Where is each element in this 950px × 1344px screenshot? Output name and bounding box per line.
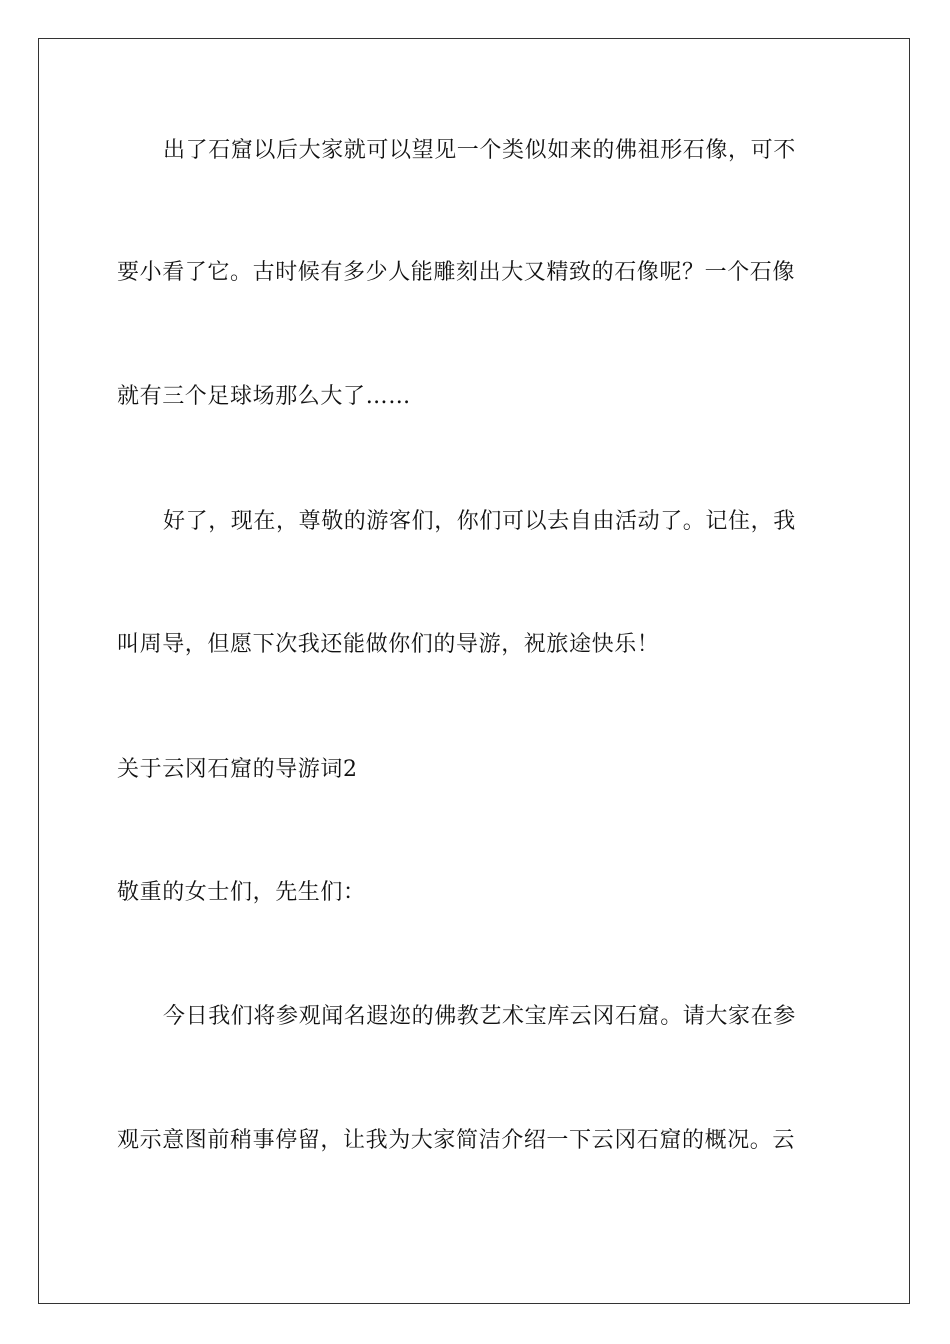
section-heading: 关于云冈石窟的导游词2 xyxy=(117,757,358,782)
greeting-line: 敬重的女士们，先生们： xyxy=(117,880,366,905)
paragraph-3-line-1: 今日我们将参观闻名遐迩的佛教艺术宝库云冈石窟。请大家在参 xyxy=(163,1004,796,1029)
page-border xyxy=(38,38,910,1304)
paragraph-2-line-1: 好了，现在，尊敬的游客们，你们可以去自由活动了。记住，我 xyxy=(163,509,796,534)
paragraph-2-line-2: 叫周导，但愿下次我还能做你们的导游，祝旅途快乐！ xyxy=(117,632,660,657)
paragraph-1-line-3: 就有三个足球场那么大了…… xyxy=(117,384,411,409)
paragraph-1-line-2: 要小看了它。古时候有多少人能雕刻出大又精致的石像呢？一个石像 xyxy=(117,260,796,285)
paragraph-1-line-1: 出了石窟以后大家就可以望见一个类似如来的佛祖形石像，可不 xyxy=(163,138,796,163)
paragraph-3-line-2: 观示意图前稍事停留，让我为大家简洁介绍一下云冈石窟的概况。云 xyxy=(117,1128,796,1153)
